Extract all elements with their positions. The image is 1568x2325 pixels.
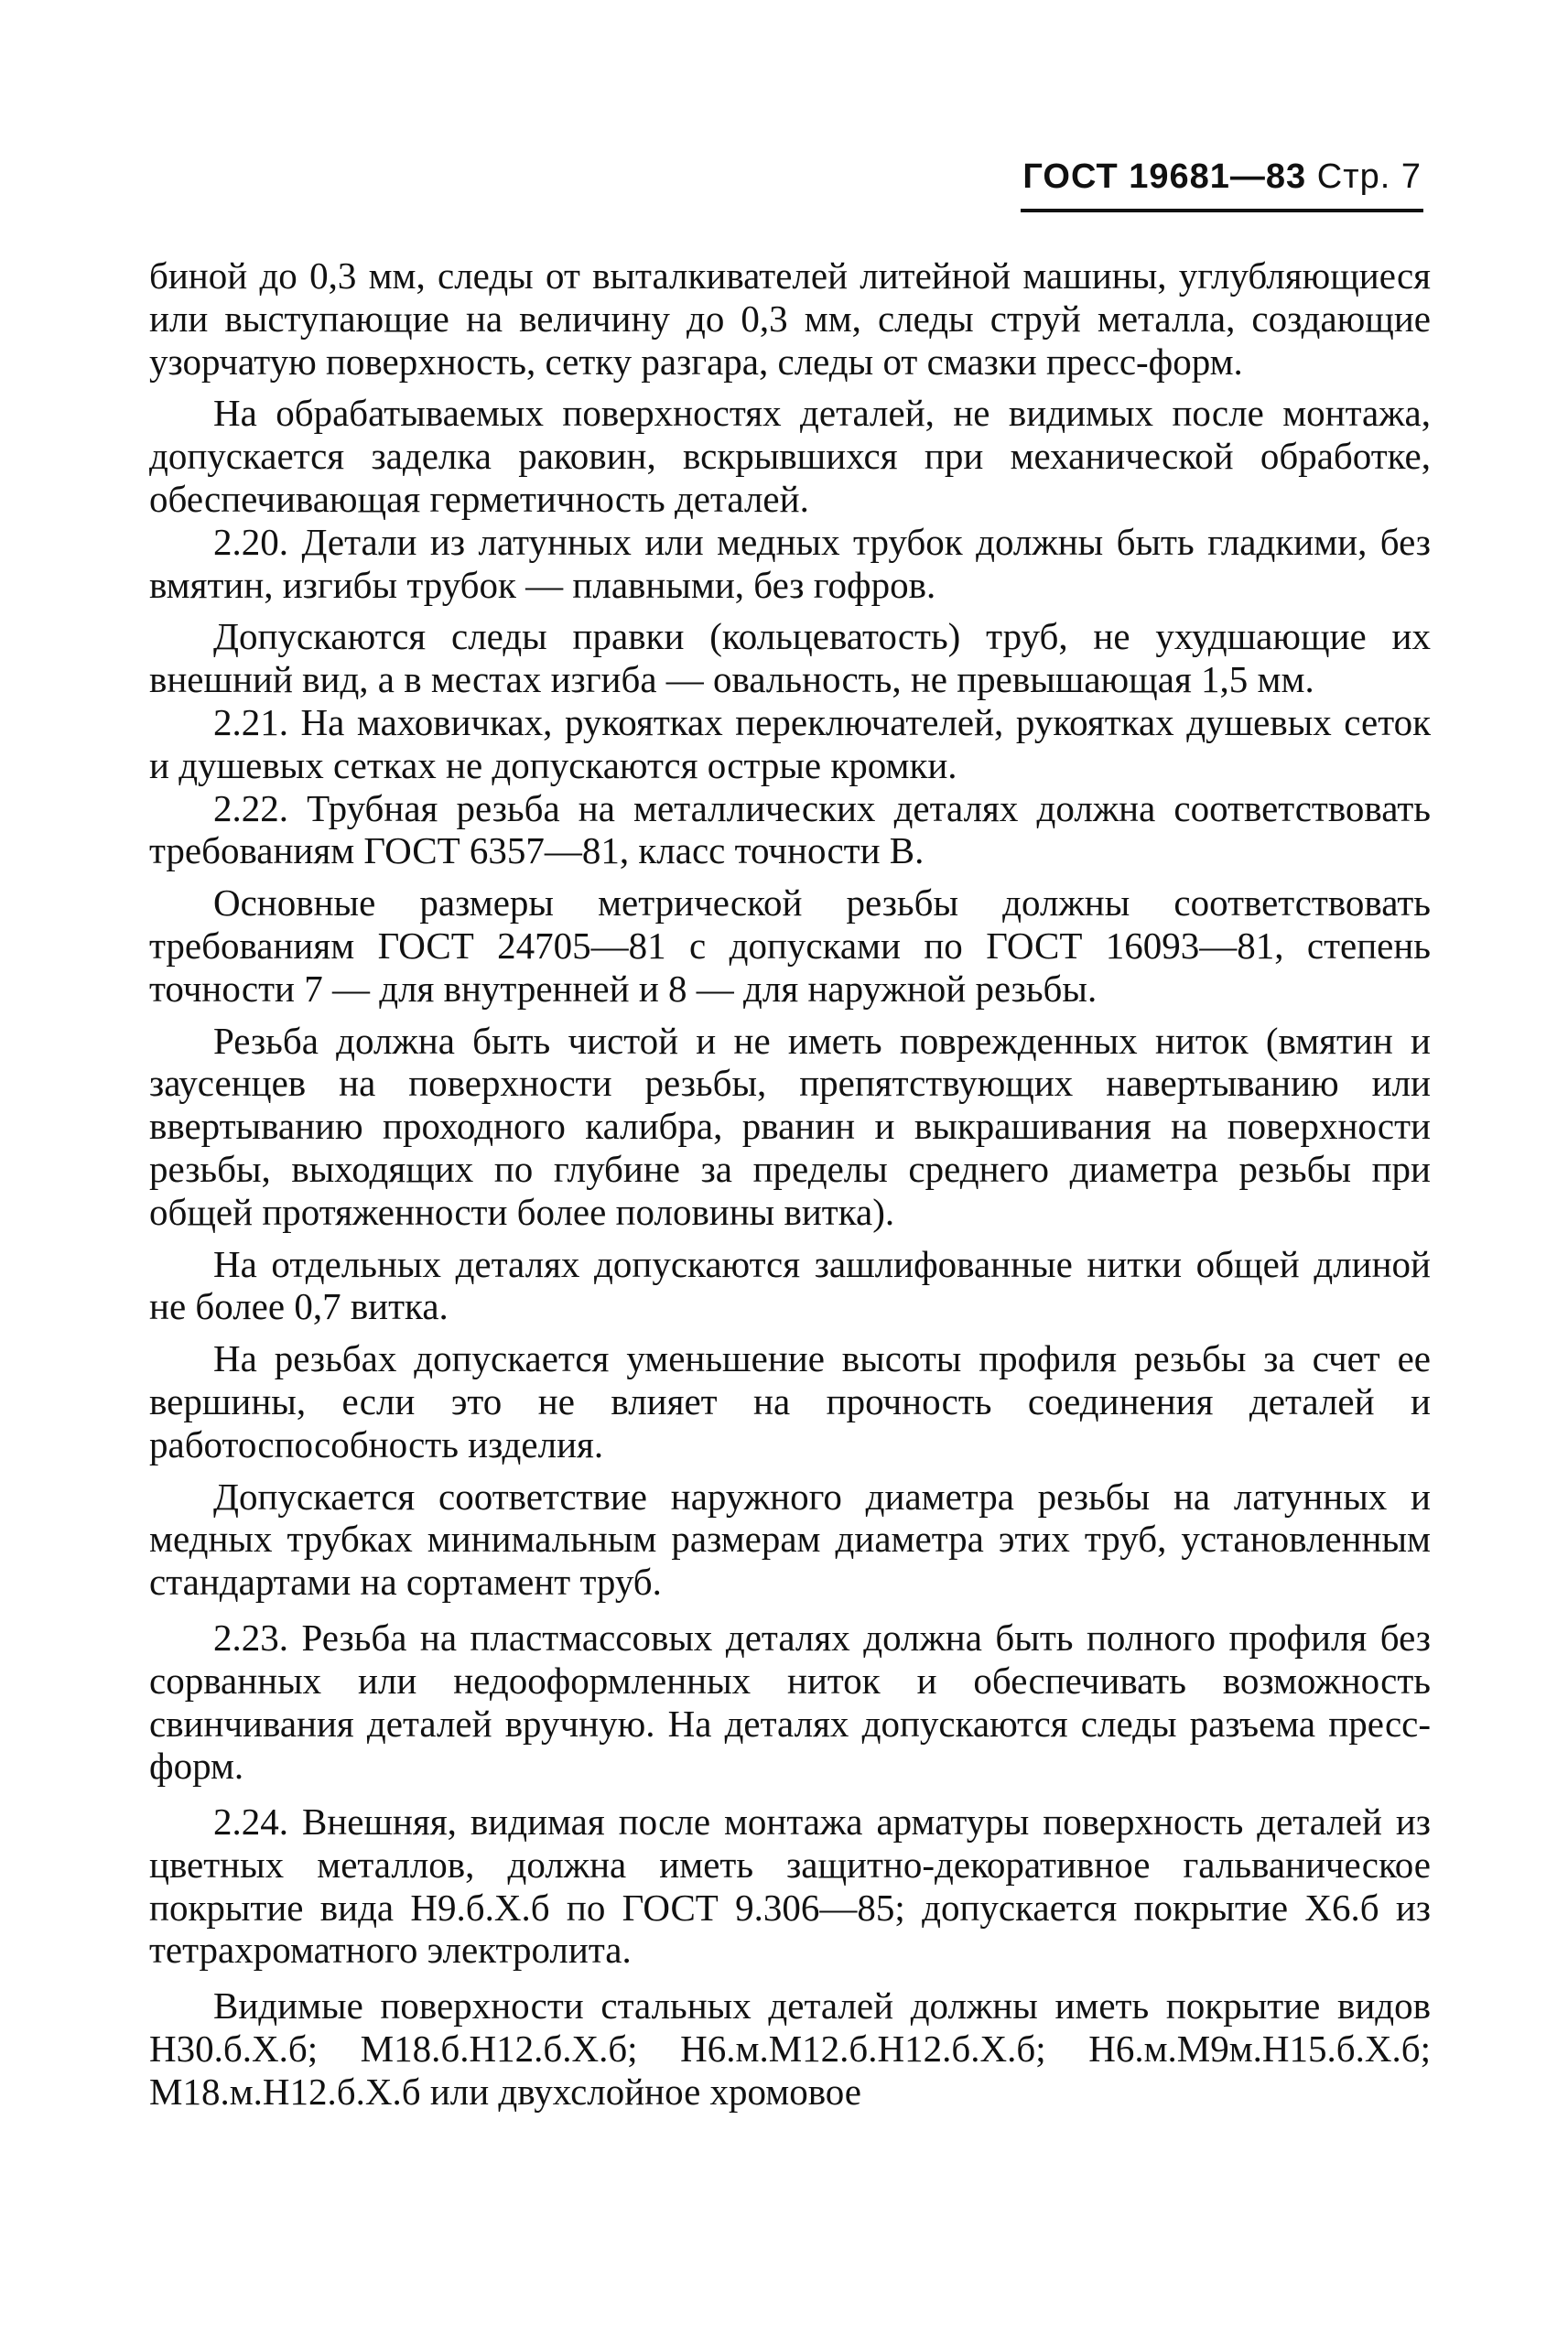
clause-2-24: 2.24. Внешняя, видимая после монтажа арматуры поверхность деталей из цветных металлов, должна иметь защитно-декоративное гальваническое покрытие вида Н9.б.Х.б по ГОСТ 9.306—85; допускается покрытие Х6.б из тетрахроматного электролита. — [149, 1801, 1431, 1972]
paragraph: Видимые поверхности стальных деталей должны иметь покрытие видов Н30.б.Х.б; М18.б.Н12.б.Х.б; Н6.м.М12.б.Н12.б.Х.б; Н6.м.М9м.Н15.б.Х.б; М18.м.Н12.б.Х.б или двухслойное хромовое — [149, 1984, 1431, 2113]
header-text — [1022, 157, 1422, 196]
paragraph: Основные размеры метрической резьбы должны соответствовать требованиям ГОСТ 24705—81 с допусками по ГОСТ 16093—81, степень точности 7 — для внутренней и 8 — для наружной резьбы. — [149, 881, 1431, 1010]
paragraph-continuation: биной до 0,3 мм, следы от выталкивателей литейной машины, углубляющиеся или выступающие на величину до 0,3 мм, следы струй металла, создающие узорчатую поверхность, сетку разгара, следы от смазки пресс-форм. — [149, 254, 1431, 383]
clause-2-20: 2.20. Детали из латунных или медных трубок должны быть гладкими, без вмятин, изгибы трубок — плавными, без гофров. — [149, 520, 1431, 606]
paragraph: Допускаются следы правки (кольцеватость) труб, не ухудшающие их внешний вид, а в местах изгиба — овальность, не превышающая 1,5 мм. — [149, 615, 1431, 701]
standard-number: ГОСТ 19681—83 — [1022, 157, 1307, 196]
paragraph: На резьбах допускается уменьшение высоты профиля резьбы за счет ее вершины, если это не влияет на прочность соединения деталей и работоспособность изделия. — [149, 1337, 1431, 1465]
header-divider — [1021, 209, 1423, 212]
body-text — [149, 254, 1431, 2114]
paragraph: Допускается соответствие наружного диаметра резьбы на латунных и медных трубках минимальным размерам диаметра этих труб, установленным стандартами на сортамент труб. — [149, 1475, 1431, 1604]
clause-2-21: 2.21. На маховичках, рукоятках переключателей, рукоятках душевых сеток и душевых сетках не допускаются острые кромки. — [149, 700, 1431, 786]
paragraph: На обрабатываемых поверхностях деталей, не видимых после монтажа, допускается заделка раковин, вскрывшихся при механической обработке, обеспечивающая герметичность деталей. — [149, 392, 1431, 520]
page-header — [1022, 157, 1422, 197]
clause-2-22: 2.22. Трубная резьба на металлических деталях должна соответствовать требованиям ГОСТ 6357—81, класс точности В. — [149, 786, 1431, 872]
paragraph: На отдельных деталях допускаются зашлифованные нитки общей длиной не более 0,7 витка. — [149, 1242, 1431, 1328]
page-number: Стр. 7 — [1316, 157, 1422, 196]
clause-2-23: 2.23. Резьба на пластмассовых деталях должна быть полного профиля без сорванных или недооформленных ниток и обеспечивать возможность свинчивания деталей вручную. На деталях допускаются следы разъема пресс-форм. — [149, 1616, 1431, 1788]
paragraph: Резьба должна быть чистой и не иметь поврежденных ниток (вмятин и заусенцев на поверхности резьбы, препятствующих навертыванию или ввертыванию проходного калибра, рванин и выкрашивания на поверхности резьбы, выходящих по глубине за пределы среднего диаметра резьбы при общей протяженности более половины витка). — [149, 1019, 1431, 1233]
